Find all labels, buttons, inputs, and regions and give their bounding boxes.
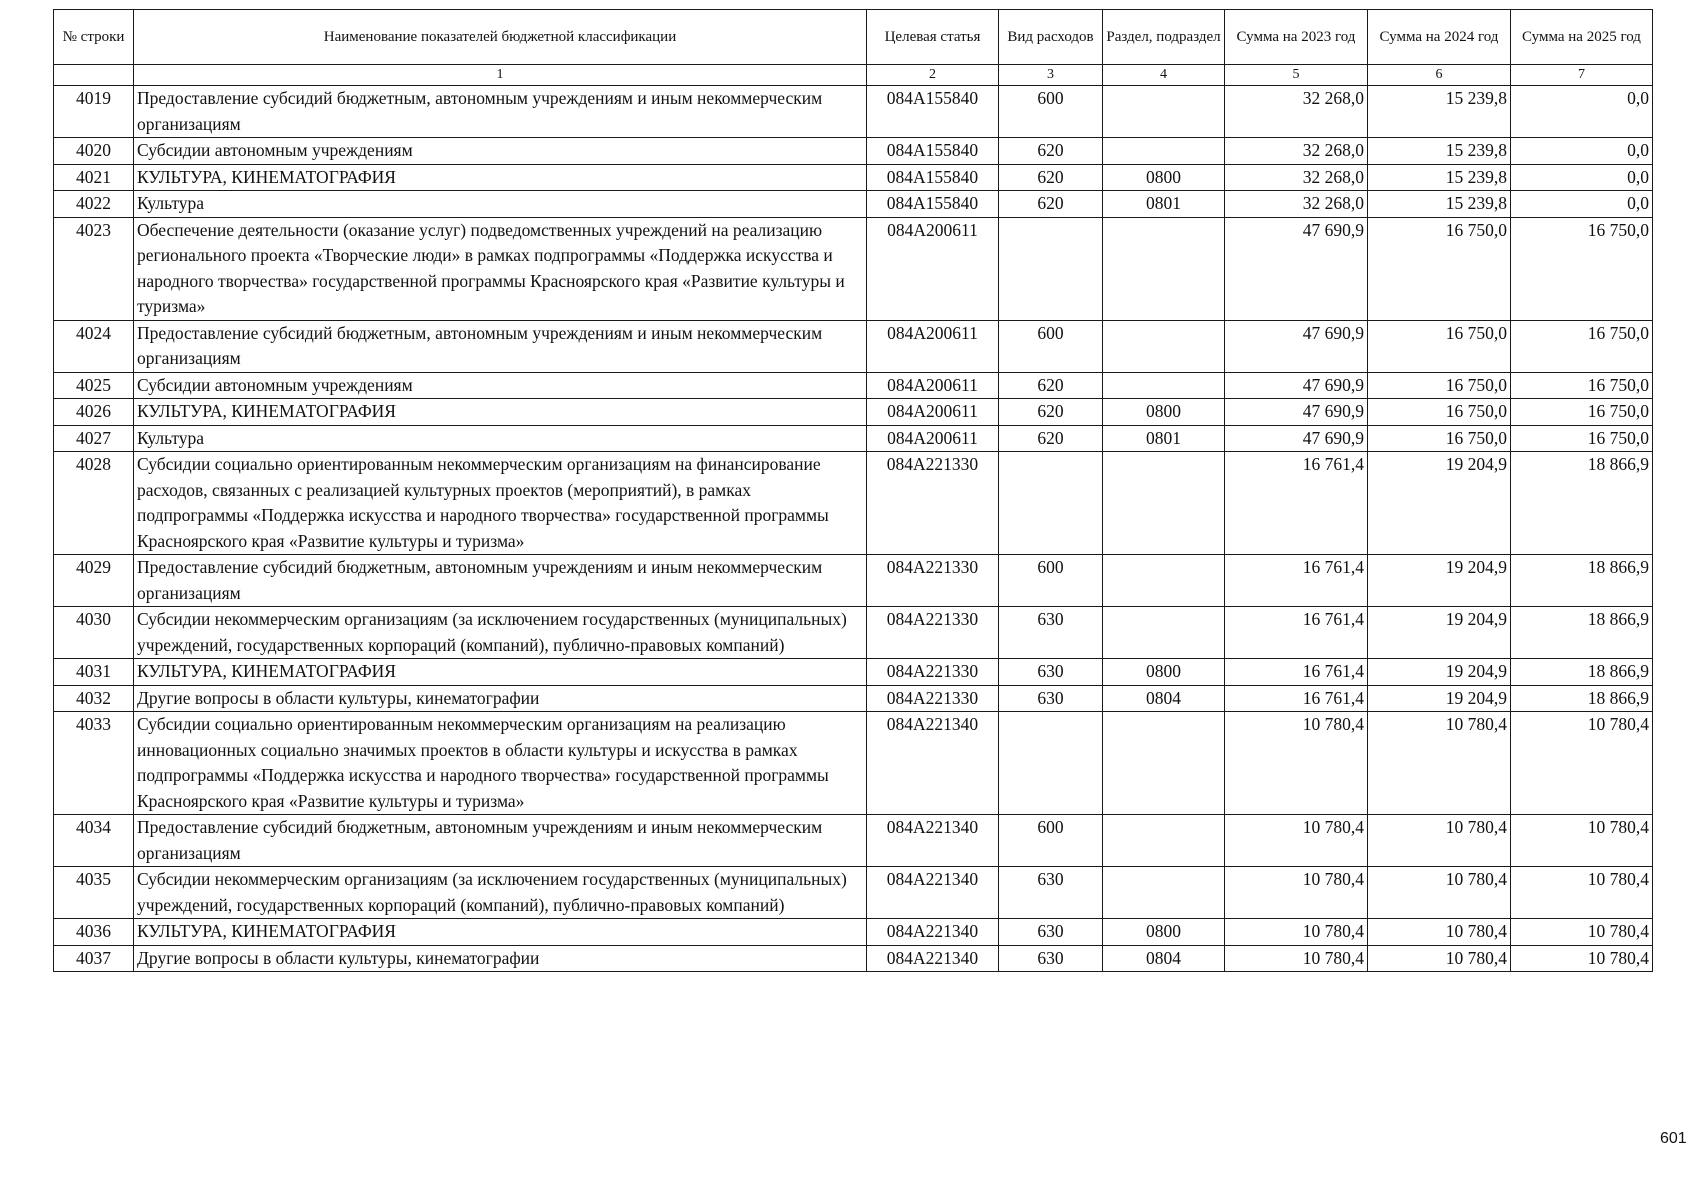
header-target-article: Целевая статья (867, 10, 999, 65)
sum-2024-cell: 19 204,9 (1368, 555, 1511, 607)
row-number-cell: 4020 (54, 138, 134, 165)
sum-2024-cell: 16 750,0 (1368, 217, 1511, 320)
sum-2023-cell: 47 690,9 (1225, 217, 1368, 320)
section-cell: 0801 (1103, 425, 1225, 452)
expense-type-cell: 620 (999, 425, 1103, 452)
target-article-cell: 084А200611 (867, 425, 999, 452)
table-row (54, 867, 1653, 919)
indicator-name-cell: Субсидии социально ориентированным некоммерческим организациям на финансирование расходов, связанных с реализацией культурных проектов (мероприятий), в рамках подпрограммы «Поддержка искусства и народного творчества» государственной программы Красноярского края «Развитие культуры и туризма» (134, 452, 867, 555)
table-row (54, 659, 1653, 686)
indicator-name-cell: КУЛЬТУРА, КИНЕМАТОГРАФИЯ (134, 399, 867, 426)
sum-2023-cell: 32 268,0 (1225, 138, 1368, 165)
row-number-cell: 4028 (54, 452, 134, 555)
section-cell: 0800 (1103, 919, 1225, 946)
header-sum-2023: Сумма на 2023 год (1225, 10, 1368, 65)
section-cell (1103, 372, 1225, 399)
sum-2023-cell: 47 690,9 (1225, 399, 1368, 426)
table-row (54, 138, 1653, 165)
row-number-cell: 4033 (54, 712, 134, 815)
expense-type-cell: 620 (999, 138, 1103, 165)
sum-2025-cell: 18 866,9 (1511, 607, 1653, 659)
indicator-name-cell: Предоставление субсидий бюджетным, автономным учреждениям и иным некоммерческим организациям (134, 555, 867, 607)
expense-type-cell: 630 (999, 659, 1103, 686)
header-expense-type: Вид расходов (999, 10, 1103, 65)
table-row (54, 919, 1653, 946)
expense-type-cell: 630 (999, 919, 1103, 946)
section-cell (1103, 607, 1225, 659)
target-article-cell: 084А221340 (867, 712, 999, 815)
expense-type-cell (999, 217, 1103, 320)
sum-2025-cell: 10 780,4 (1511, 945, 1653, 972)
section-cell: 0801 (1103, 191, 1225, 218)
table-header (54, 10, 1653, 86)
table-row (54, 425, 1653, 452)
header-sum-2024: Сумма на 2024 год (1368, 10, 1511, 65)
row-number-cell: 4030 (54, 607, 134, 659)
target-article-cell: 084А221340 (867, 919, 999, 946)
target-article-cell: 084А200611 (867, 217, 999, 320)
expense-type-cell (999, 452, 1103, 555)
target-article-cell: 084А221340 (867, 945, 999, 972)
sum-2024-cell: 15 239,8 (1368, 138, 1511, 165)
sum-2024-cell: 16 750,0 (1368, 372, 1511, 399)
column-index: 5 (1225, 65, 1368, 86)
target-article-cell: 084А155840 (867, 191, 999, 218)
indicator-name-cell: Предоставление субсидий бюджетным, автономным учреждениям и иным некоммерческим организациям (134, 86, 867, 138)
sum-2023-cell: 10 780,4 (1225, 712, 1368, 815)
sum-2024-cell: 19 204,9 (1368, 607, 1511, 659)
sum-2025-cell: 16 750,0 (1511, 399, 1653, 426)
sum-2025-cell: 10 780,4 (1511, 815, 1653, 867)
expense-type-cell: 600 (999, 555, 1103, 607)
row-number-cell: 4026 (54, 399, 134, 426)
section-cell (1103, 555, 1225, 607)
table-row (54, 815, 1653, 867)
table-row (54, 607, 1653, 659)
sum-2025-cell: 0,0 (1511, 191, 1653, 218)
sum-2023-cell: 10 780,4 (1225, 919, 1368, 946)
sum-2024-cell: 15 239,8 (1368, 191, 1511, 218)
table-row (54, 164, 1653, 191)
column-index: 4 (1103, 65, 1225, 86)
expense-type-cell: 620 (999, 399, 1103, 426)
table-row (54, 320, 1653, 372)
row-number-cell: 4034 (54, 815, 134, 867)
header-row (54, 10, 1653, 65)
sum-2024-cell: 10 780,4 (1368, 867, 1511, 919)
target-article-cell: 084А200611 (867, 320, 999, 372)
target-article-cell: 084А200611 (867, 399, 999, 426)
indicator-name-cell: Предоставление субсидий бюджетным, автономным учреждениям и иным некоммерческим организациям (134, 320, 867, 372)
section-cell (1103, 712, 1225, 815)
sum-2023-cell: 32 268,0 (1225, 164, 1368, 191)
row-number-cell: 4037 (54, 945, 134, 972)
table-row (54, 945, 1653, 972)
sum-2024-cell: 15 239,8 (1368, 164, 1511, 191)
sum-2023-cell: 47 690,9 (1225, 320, 1368, 372)
sum-2024-cell: 16 750,0 (1368, 320, 1511, 372)
section-cell (1103, 217, 1225, 320)
section-cell: 0804 (1103, 945, 1225, 972)
sum-2023-cell: 32 268,0 (1225, 191, 1368, 218)
expense-type-cell: 620 (999, 372, 1103, 399)
indicator-name-cell: КУЛЬТУРА, КИНЕМАТОГРАФИЯ (134, 164, 867, 191)
sum-2025-cell: 16 750,0 (1511, 425, 1653, 452)
section-cell: 0800 (1103, 659, 1225, 686)
column-index: 1 (134, 65, 867, 86)
section-cell (1103, 320, 1225, 372)
table-row (54, 191, 1653, 218)
expense-type-cell: 600 (999, 86, 1103, 138)
sum-2025-cell: 16 750,0 (1511, 217, 1653, 320)
header-row-number: № строки (54, 10, 134, 65)
indicator-name-cell: Субсидии некоммерческим организациям (за исключением государственных (муниципальных) учреждений, государственных корпораций (компаний), публично-правовых компаний) (134, 607, 867, 659)
header-sum-2025: Сумма на 2025 год (1511, 10, 1653, 65)
section-cell: 0800 (1103, 164, 1225, 191)
section-cell (1103, 867, 1225, 919)
indicator-name-cell: Предоставление субсидий бюджетным, автономным учреждениям и иным некоммерческим организациям (134, 815, 867, 867)
indicator-name-cell: Культура (134, 425, 867, 452)
table-row (54, 555, 1653, 607)
row-number-cell: 4032 (54, 685, 134, 712)
section-cell (1103, 815, 1225, 867)
row-number-cell: 4036 (54, 919, 134, 946)
row-number-cell: 4024 (54, 320, 134, 372)
target-article-cell: 084А221330 (867, 607, 999, 659)
expense-type-cell: 630 (999, 867, 1103, 919)
sum-2025-cell: 0,0 (1511, 164, 1653, 191)
sum-2023-cell: 10 780,4 (1225, 867, 1368, 919)
sum-2024-cell: 19 204,9 (1368, 452, 1511, 555)
section-cell: 0804 (1103, 685, 1225, 712)
sum-2023-cell: 16 761,4 (1225, 607, 1368, 659)
row-number-cell: 4035 (54, 867, 134, 919)
sum-2024-cell: 10 780,4 (1368, 815, 1511, 867)
expense-type-cell: 620 (999, 191, 1103, 218)
row-number-cell: 4022 (54, 191, 134, 218)
sum-2025-cell: 0,0 (1511, 86, 1653, 138)
target-article-cell: 084А221330 (867, 685, 999, 712)
indicator-name-cell: Субсидии автономным учреждениям (134, 138, 867, 165)
sum-2025-cell: 18 866,9 (1511, 555, 1653, 607)
sum-2023-cell: 10 780,4 (1225, 945, 1368, 972)
column-index (54, 65, 134, 86)
sum-2025-cell: 16 750,0 (1511, 320, 1653, 372)
row-number-cell: 4027 (54, 425, 134, 452)
sum-2024-cell: 15 239,8 (1368, 86, 1511, 138)
expense-type-cell: 620 (999, 164, 1103, 191)
sum-2024-cell: 10 780,4 (1368, 712, 1511, 815)
sum-2025-cell: 18 866,9 (1511, 452, 1653, 555)
indicator-name-cell: КУЛЬТУРА, КИНЕМАТОГРАФИЯ (134, 919, 867, 946)
target-article-cell: 084А221340 (867, 815, 999, 867)
sum-2024-cell: 16 750,0 (1368, 399, 1511, 426)
sum-2025-cell: 16 750,0 (1511, 372, 1653, 399)
sum-2023-cell: 16 761,4 (1225, 659, 1368, 686)
indicator-name-cell: Другие вопросы в области культуры, кинематографии (134, 945, 867, 972)
header-name: Наименование показателей бюджетной классификации (134, 10, 867, 65)
section-cell: 0800 (1103, 399, 1225, 426)
sum-2024-cell: 10 780,4 (1368, 945, 1511, 972)
target-article-cell: 084А155840 (867, 86, 999, 138)
row-number-cell: 4029 (54, 555, 134, 607)
row-number-cell: 4031 (54, 659, 134, 686)
page-number: 601 (1660, 1130, 1687, 1147)
target-article-cell: 084А221340 (867, 867, 999, 919)
indicator-name-cell: Обеспечение деятельности (оказание услуг) подведомственных учреждений на реализацию регионального проекта «Творческие люди» в рамках подпрограммы «Поддержка искусства и народного творчества» государственной программы Красноярского края «Развитие культуры и туризма» (134, 217, 867, 320)
header-section: Раздел, подраздел (1103, 10, 1225, 65)
indicator-name-cell: Субсидии автономным учреждениям (134, 372, 867, 399)
column-index: 2 (867, 65, 999, 86)
sum-2023-cell: 47 690,9 (1225, 425, 1368, 452)
target-article-cell: 084А221330 (867, 555, 999, 607)
row-number-cell: 4019 (54, 86, 134, 138)
sum-2024-cell: 19 204,9 (1368, 685, 1511, 712)
table-row (54, 452, 1653, 555)
row-number-cell: 4025 (54, 372, 134, 399)
sum-2025-cell: 10 780,4 (1511, 867, 1653, 919)
sum-2025-cell: 10 780,4 (1511, 919, 1653, 946)
target-article-cell: 084А155840 (867, 164, 999, 191)
indicator-name-cell: Культура (134, 191, 867, 218)
table-row (54, 685, 1653, 712)
column-index-row (54, 65, 1653, 86)
sum-2025-cell: 10 780,4 (1511, 712, 1653, 815)
expense-type-cell: 600 (999, 320, 1103, 372)
table-row (54, 372, 1653, 399)
column-index: 6 (1368, 65, 1511, 86)
expense-type-cell: 600 (999, 815, 1103, 867)
target-article-cell: 084А221330 (867, 452, 999, 555)
sum-2024-cell: 16 750,0 (1368, 425, 1511, 452)
indicator-name-cell: КУЛЬТУРА, КИНЕМАТОГРАФИЯ (134, 659, 867, 686)
table-row (54, 217, 1653, 320)
row-number-cell: 4023 (54, 217, 134, 320)
section-cell (1103, 138, 1225, 165)
indicator-name-cell: Субсидии некоммерческим организациям (за исключением государственных (муниципальных) учреждений, государственных корпораций (компаний), публично-правовых компаний) (134, 867, 867, 919)
table-row (54, 399, 1653, 426)
budget-table (53, 9, 1653, 972)
expense-type-cell: 630 (999, 685, 1103, 712)
sum-2024-cell: 10 780,4 (1368, 919, 1511, 946)
column-index: 3 (999, 65, 1103, 86)
target-article-cell: 084А155840 (867, 138, 999, 165)
table-row (54, 712, 1653, 815)
expense-type-cell (999, 712, 1103, 815)
target-article-cell: 084А221330 (867, 659, 999, 686)
sum-2023-cell: 10 780,4 (1225, 815, 1368, 867)
table-row (54, 86, 1653, 138)
table-body (54, 86, 1653, 972)
expense-type-cell: 630 (999, 607, 1103, 659)
column-index: 7 (1511, 65, 1653, 86)
sum-2023-cell: 16 761,4 (1225, 555, 1368, 607)
indicator-name-cell: Субсидии социально ориентированным некоммерческим организациям на реализацию инновационных социально значимых проектов в области культуры и искусства в рамках подпрограммы «Поддержка искусства и народного творчества» государственной программы Красноярского края «Развитие культуры и туризма» (134, 712, 867, 815)
sum-2023-cell: 32 268,0 (1225, 86, 1368, 138)
sum-2024-cell: 19 204,9 (1368, 659, 1511, 686)
indicator-name-cell: Другие вопросы в области культуры, кинематографии (134, 685, 867, 712)
row-number-cell: 4021 (54, 164, 134, 191)
section-cell (1103, 452, 1225, 555)
sum-2025-cell: 0,0 (1511, 138, 1653, 165)
expense-type-cell: 630 (999, 945, 1103, 972)
sum-2023-cell: 47 690,9 (1225, 372, 1368, 399)
sum-2023-cell: 16 761,4 (1225, 685, 1368, 712)
sum-2025-cell: 18 866,9 (1511, 659, 1653, 686)
sum-2023-cell: 16 761,4 (1225, 452, 1368, 555)
sum-2025-cell: 18 866,9 (1511, 685, 1653, 712)
section-cell (1103, 86, 1225, 138)
target-article-cell: 084А200611 (867, 372, 999, 399)
